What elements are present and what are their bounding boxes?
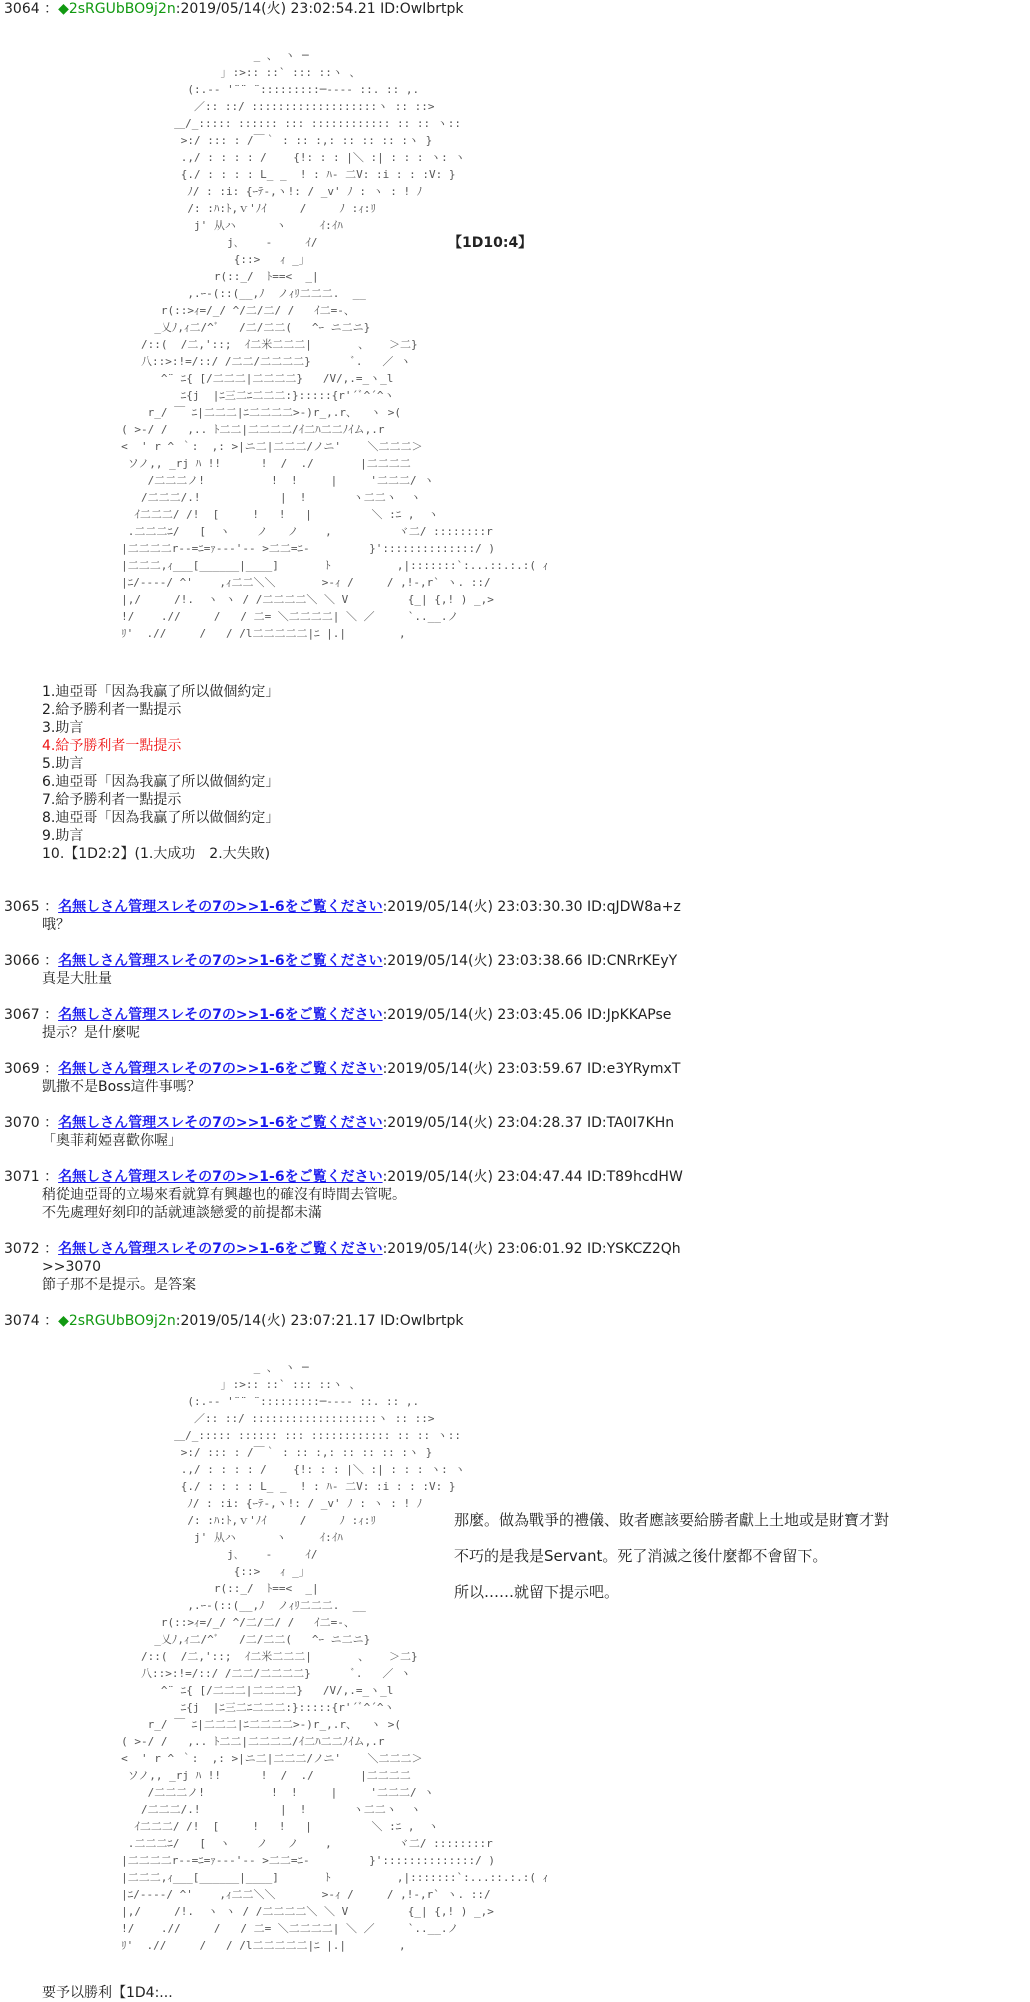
post-header: 3074 ：◆2sRGUbBO9j2n:2019/05/14(火) 23:07:21.17 ID:OwIbrtpk <box>4 1313 464 1329</box>
post-3070 <box>4 1114 1024 1150</box>
option-item: 1.迪亞哥「因為我贏了所以做個約定」 <box>42 684 280 700</box>
poster-name-link[interactable]: 名無しさん管理スレその7の>>1-6をご覧ください <box>58 1115 383 1131</box>
post-meta: :2019/05/14(火) 23:07:21.17 ID:OwIbrtpk <box>175 1313 464 1329</box>
post-meta: :2019/05/14(火) 23:03:30.30 ID:qJDW8a+z <box>382 899 681 915</box>
post-number: 3067 <box>4 1007 40 1023</box>
post-body: 提示？是什麼呢 <box>42 1025 140 1041</box>
post-number: 3069 <box>4 1061 40 1077</box>
poster-name-link[interactable]: 名無しさん管理スレその7の>>1-6をご覧ください <box>58 899 383 915</box>
poster-name-link[interactable]: 名無しさん管理スレその7の>>1-6をご覧ください <box>58 1007 383 1023</box>
post-number: 3065 <box>4 899 40 915</box>
poster-name-link[interactable]: 名無しさん管理スレその7の>>1-6をご覧ください <box>58 1169 383 1185</box>
speech-line: 不巧的是我是Servant。死了消滅之後什麼都不會留下。 <box>454 1547 828 1565</box>
post-meta: :2019/05/14(火) 23:03:38.66 ID:CNRrKEyY <box>382 953 678 969</box>
post-quote-link[interactable]: >>3070 <box>42 1259 102 1275</box>
post-meta: :2019/05/14(火) 23:06:01.92 ID:YSKCZ2Qh <box>382 1241 681 1257</box>
ascii-art-figure: _ 、 ヽ ─ ｣ :>:: ::` ::: ::ヽ 、 (:.-‐ '¨¨ ¨:::::::::─‐‐‐- ::. :: ,. ／:: ::/ :::::::::::::::::::ヽ :: ::> ＿/_::::: :::::: ::: :::::::::::: :: :: ヽ:: >:/ ::: : /￣｀ : :: :,: :: :: :: :ヽ } .,/ : : : : / {!: : : |＼ :| : : : ヽ: ヽ {./ : : : : L_ _ ! : ﾊ- 二V: :i : : :V: } ﾉ/ : :i: {ｰﾃ-,ヽ!: / _v' ﾉ : ヽ : ! ﾉ /: :ﾊ:ﾄ,ｖ'ﾉｲ / ﾉ :ｨ:ﾘ j' 从ハ ヽ ｲ:ｲﾊ j､ ‐ ｲ/ {::> ｨ _｣ r(::_/ ﾄ==< _| ,.ｰ‐(::(__,ﾉ ノｨﾘ二二二. __ r(::>ｨ=/_/ ^/二/二/ / ｲ二=-、 _乂ﾉ,ｨ二/^ﾞ /二/二二( ^ｰ ニ二ニ} /::( /二,'::; ｲ二米二二二| 、 ＞二} 八::>:!=/::/ /二二/二二二二} ﾞ. ／ ヽ ^¨ ﾆ{ [/二二二|二二二二} /V/,.=_ヽ_l ﾆ{j |ﾆ三二ﾆ二二二:}:::::{r'´ﾞ^´^ヽ r_/ ￣ ﾆ|二二二|ﾆ二二二二>-)r_,.r、 ヽ >( ( >-/ / ,.. ﾄ二二|二二二二/ｲ二ﾊ二二ﾉｲム,.r < ' r ^ ｀: ,: >|ニ二|二二二/ノニ' ＼二二二＞ ソノ,, _rj ﾊ !! ! / ./ |二二二二 /二二二ノ! ! ! | '二二二/ ヽ /二二二/.! | ! ヽ二二ヽ ヽ ｲ二二二/ /! [ ! ! | ＼ :ﾆ , ヽ .二二二ﾆ/ [ ヽ ノ ノ , ヾ二/ ::::::::r |二二二二r‐‐=ﾆ=ｧ‐‐‐'‐‐ >二二=ﾆ- }'::::::::::::::/ ) |二二二,ｨ___[______|____] ﾄ ,|:::::::`:...::.:.:( ｨ |ﾆ/‐‐‐-/ ^' ,ｨ二二＼＼ >-ｨ / / ,!-,r` ヽ. ::/ |,/ /!. ヽ ヽ / /二二二二＼ ＼ V {_| {,! ) _,> !/ .// / / 二= ＼二二二二| ＼ ／ `..__.ノ ﾘ' .// / / /l二二二二二|ﾆ |.| , <box>121 49 549 640</box>
poster-name-link[interactable]: 名無しさん管理スレその7の>>1-6をご覧ください <box>58 953 383 969</box>
post-body-line: 稍從迪亞哥的立場來看就算有興趣也的確沒有時間去管呢。 <box>42 1187 406 1203</box>
post-body-line: 節子那不是提示。是答案 <box>42 1277 196 1293</box>
post-header: 3067 ：名無しさん管理スレその7の>>1-6をご覧ください:2019/05/14(火) 23:03:45.06 ID:JpKKAPse <box>4 1007 672 1023</box>
post-number: 3070 <box>4 1115 40 1131</box>
ascii-art-figure: _ 、 ヽ ─ ｣ :>:: ::` ::: ::ヽ 、 (:.-‐ '¨¨ ¨:::::::::─‐‐‐- ::. :: ,. ／:: ::/ :::::::::::::::::::ヽ :: ::> ＿/_::::: :::::: ::: :::::::::::: :: :: ヽ:: >:/ ::: : /￣｀ : :: :,: :: :: :: :ヽ } .,/ : : : : / {!: : : |＼ :| : : : ヽ: ヽ {./ : : : : L_ _ ! : ﾊ- 二V: :i : : :V: } ﾉ/ : :i: {ｰﾃ-,ヽ!: / _v' ﾉ : ヽ : ! ﾉ /: :ﾊ:ﾄ,ｖ'ﾉｲ / ﾉ :ｨ:ﾘ j' 从ハ ヽ ｲ:ｲﾊ j､ ‐ ｲ/ {::> ｨ _｣ r(::_/ ﾄ==< _| ,.ｰ‐(::(__,ﾉ ノｨﾘ二二二. __ r(::>ｨ=/_/ ^/二/二/ / ｲ二=-、 _乂ﾉ,ｨ二/^ﾞ /二/二二( ^ｰ ニ二ニ} /::( /二,'::; ｲ二米二二二| 、 ＞二} 八::>:!=/::/ /二二/二二二二} ﾞ. ／ ヽ ^¨ ﾆ{ [/二二二|二二二二} /V/,.=_ヽ_l ﾆ{j |ﾆ三二ﾆ二二二:}:::::{r'´ﾞ^´^ヽ r_/ ￣ ﾆ|二二二|ﾆ二二二二>-)r_,.r、 ヽ >( ( >-/ / ,.. ﾄ二二|二二二二/ｲ二ﾊ二二ﾉｲム,.r < ' r ^ ｀: ,: >|ニ二|二二二/ノニ' ＼二二二＞ ソノ,, _rj ﾊ !! ! / ./ |二二二二 /二二二ノ! ! ! | '二二二/ ヽ /二二二/.! | ! ヽ二二ヽ ヽ ｲ二二二/ /! [ ! ! | ＼ :ﾆ , ヽ .二二二ﾆ/ [ ヽ ノ ノ , ヾ二/ ::::::::r |二二二二r‐‐=ﾆ=ｧ‐‐‐'‐‐ >二二=ﾆ- }'::::::::::::::/ ) |二二二,ｨ___[______|____] ﾄ ,|:::::::`:...::.:.:( ｨ |ﾆ/‐‐‐-/ ^' ,ｨ二二＼＼ >-ｨ / / ,!-,r` ヽ. ::/ |,/ /!. ヽ ヽ / /二二二二＼ ＼ V {_| {,! ) _,> !/ .// / / 二= ＼二二二二| ＼ ／ `..__.ノ ﾘ' .// / / /l二二二二二|ﾆ |.| , <box>121 1361 549 1952</box>
option-item: 8.迪亞哥「因為我贏了所以做個約定」 <box>42 810 280 826</box>
post-header: 3071 ：名無しさん管理スレその7の>>1-6をご覧ください:2019/05/14(火) 23:04:47.44 ID:T89hcdHW <box>4 1169 683 1185</box>
post-body: 凱撒不是Boss這件事嗎？ <box>42 1079 201 1095</box>
post-header: 3070 ：名無しさん管理スレその7の>>1-6をご覧ください:2019/05/14(火) 23:04:28.37 ID:TA0I7KHn <box>4 1115 675 1131</box>
option-item-selected: 4.給予勝利者一點提示 <box>42 738 182 754</box>
post-meta: :2019/05/14(火) 23:04:47.44 ID:T89hcdHW <box>382 1169 683 1185</box>
option-item: 6.迪亞哥「因為我贏了所以做個約定」 <box>42 774 280 790</box>
tripcode[interactable]: ◆2sRGUbBO9j2n <box>58 1 176 17</box>
post-3067 <box>4 1006 1024 1042</box>
post-3074 <box>4 1312 1024 1330</box>
post-header: 3066 ：名無しさん管理スレその7の>>1-6をご覧ください:2019/05/14(火) 23:03:38.66 ID:CNRrKEyY <box>4 953 678 969</box>
post-meta: :2019/05/14(火) 23:02:54.21 ID:OwIbrtpk <box>175 1 464 17</box>
option-item: 9.助言 <box>42 828 84 844</box>
option-item: 7.給予勝利者一點提示 <box>42 792 182 808</box>
post-3072 <box>4 1240 1024 1294</box>
option-item: 2.給予勝利者一點提示 <box>42 702 182 718</box>
post-body-line: 要予以勝利【1D4:... <box>42 1985 173 2001</box>
poster-name-link[interactable]: 名無しさん管理スレその7の>>1-6をご覧ください <box>58 1241 383 1257</box>
post-header: 3064 ：◆2sRGUbBO9j2n:2019/05/14(火) 23:02:54.21 ID:OwIbrtpk <box>4 1 464 17</box>
post-number: 3066 <box>4 953 40 969</box>
option-item: 3.助言 <box>42 720 84 736</box>
post-number: 3071 <box>4 1169 40 1185</box>
post-3071 <box>4 1168 1024 1222</box>
post-body: 「奧菲莉婭喜歡你喔」 <box>42 1133 182 1149</box>
post-meta: :2019/05/14(火) 23:04:28.37 ID:TA0I7KHn <box>382 1115 675 1131</box>
post-body-line: 不先處理好刻印的話就連談戀愛的前提都未滿 <box>42 1205 322 1221</box>
post-3064-options <box>4 683 1024 863</box>
post-body: 真是大肚量 <box>42 971 112 987</box>
post-3066 <box>4 952 1024 988</box>
post-header: 3065 ：名無しさん管理スレその7の>>1-6をご覧ください:2019/05/14(火) 23:03:30.30 ID:qJDW8a+z <box>4 899 681 915</box>
dice-result-tag: 【1D10:4】 <box>448 235 533 251</box>
post-number: 3064 <box>4 1 40 17</box>
post-number: 3074 <box>4 1313 40 1329</box>
post-body: 哦？ <box>42 917 70 933</box>
option-item: 10.【1D2:2】(1.大成功 2.大失敗) <box>42 846 271 862</box>
post-header: 3069 ：名無しさん管理スレその7の>>1-6をご覧ください:2019/05/14(火) 23:03:59.67 ID:e3YRymxT <box>4 1061 681 1077</box>
post-3069 <box>4 1060 1024 1096</box>
post-meta: :2019/05/14(火) 23:03:45.06 ID:JpKKAPse <box>382 1007 672 1023</box>
post-meta: :2019/05/14(火) 23:03:59.67 ID:e3YRymxT <box>382 1061 681 1077</box>
poster-name-link[interactable]: 名無しさん管理スレその7の>>1-6をご覧ください <box>58 1061 383 1077</box>
post-header: 3072 ：名無しさん管理スレその7の>>1-6をご覧ください:2019/05/14(火) 23:06:01.92 ID:YSKCZ2Qh <box>4 1241 681 1257</box>
tripcode[interactable]: ◆2sRGUbBO9j2n <box>58 1313 176 1329</box>
options-list <box>4 683 1024 863</box>
post-number: 3072 <box>4 1241 40 1257</box>
post-3074-trailing <box>4 1984 1024 2002</box>
speech-line: 所以……就留下提示吧。 <box>454 1583 620 1601</box>
option-item: 5.助言 <box>42 756 84 772</box>
post-3064 <box>4 0 1024 18</box>
post-3065 <box>4 898 1024 934</box>
speech-line: 那麼。做為戰爭的禮儀、敗者應該要給勝者獻上土地或是財寶才對 <box>454 1511 890 1529</box>
